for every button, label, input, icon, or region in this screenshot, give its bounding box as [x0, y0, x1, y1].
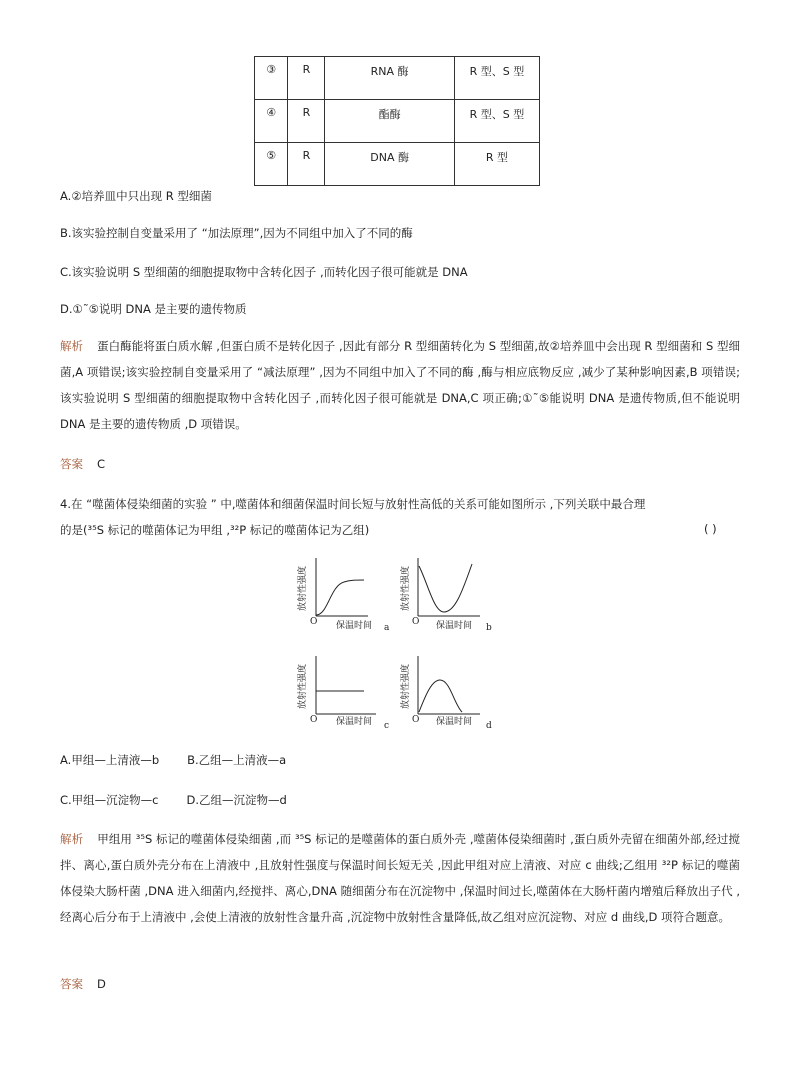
row-num: ⑤: [255, 143, 288, 186]
answer-label: 答案: [60, 977, 83, 991]
row-num: ④: [255, 100, 288, 143]
graph-label: c: [384, 721, 390, 731]
origin-label: O: [310, 715, 318, 725]
row-result: R 型: [454, 143, 539, 186]
origin-label: O: [412, 715, 420, 725]
curve-d: [419, 680, 462, 712]
q4-option-a: A.甲组—上清液—b: [60, 753, 160, 767]
y-axis-label: 放射性强度: [401, 566, 411, 612]
x-axis-label: 保温时间: [436, 717, 473, 727]
q4-option-c: C.甲组—沉淀物—c: [60, 793, 159, 807]
q3-option-c: C.该实验说明 S 型细菌的细胞提取物中含转化因子 ,而转化因子很可能就是 DNA: [60, 265, 468, 279]
row-strain: R: [288, 100, 325, 143]
row-result: R 型、S 型: [454, 100, 539, 143]
graph-c-svg: [296, 654, 396, 736]
q3-option-b: B.该实验控制自变量采用了 “加法原理”,因为不同组中加入了不同的酶: [60, 226, 413, 240]
q4-stem-line1: 4.在 “噬菌体侵染细菌的实验 ” 中,噬菌体和细菌保温时间长短与放射性高低的关系可能如图所示 ,下列关联中最合理: [60, 497, 646, 511]
q3-analysis: [60, 333, 740, 437]
row-enzyme: DNA 酶: [325, 143, 455, 186]
y-axis-label: 放射性强度: [401, 664, 411, 710]
row-enzyme: RNA 酶: [325, 57, 455, 100]
graph-b: [402, 556, 502, 641]
origin-label: O: [310, 617, 318, 627]
graph-a: [296, 556, 396, 641]
y-axis-label: 放射性强度: [298, 664, 308, 710]
graph-c: [296, 654, 396, 739]
graph-b-svg: [402, 556, 502, 638]
row-num: ③: [255, 57, 288, 100]
row-enzyme: 酯酶: [325, 100, 455, 143]
answer-value: D: [97, 977, 106, 991]
table-row: [255, 143, 540, 186]
q3-option-a: A.②培养皿中只出现 R 型细菌: [60, 189, 212, 203]
row-strain: R: [288, 57, 325, 100]
q4-options-ab: [60, 752, 286, 768]
curve-b: [419, 564, 472, 612]
q4-answer: [60, 976, 106, 992]
graph-d-svg: [402, 654, 502, 736]
graph-label: b: [486, 623, 492, 633]
q4-stem-line2: 的是(³⁵S 标记的噬菌体记为甲组 ,³²P 标记的噬菌体记为乙组): [60, 523, 370, 537]
table-row: [255, 57, 540, 100]
q4-options-cd: [60, 792, 287, 808]
q3-answer: [60, 456, 105, 472]
row-strain: R: [288, 143, 325, 186]
q4-option-d: D.乙组—沉淀物—d: [186, 793, 287, 807]
experiment-table: [254, 56, 540, 186]
row-result: R 型、S 型: [454, 57, 539, 100]
graph-label: d: [486, 721, 492, 731]
q4-option-b: B.乙组—上清液—a: [187, 753, 287, 767]
analysis-text: 蛋白酶能将蛋白质水解 ,但蛋白质不是转化因子 ,因此有部分 R 型细菌转化为 S 型细菌,故②培养皿中会出现 R 型细菌和 S 型细菌,A 项错误;该实验控制自变量采用了 “减法原理” ,因为不同组中加入了不同的酶 ,酶与相应底物反应 ,减少了某种影响因素,B 项错误;该实验说明 S 型细菌的细胞提取物中含转化因子 ,而转化因子很可能就是 DNA,C 项正确;①˜⑤能说明 DNA 是遗传物质,但不能说明 DNA 是主要的遗传物质 ,D 项错误。: [60, 339, 741, 431]
y-axis-label: 放射性强度: [298, 566, 308, 612]
analysis-text: 甲组用 ³⁵S 标记的噬菌体侵染细菌 ,而 ³⁵S 标记的是噬菌体的蛋白质外壳 ,噬菌体侵染细菌时 ,蛋白质外壳留在细菌外部,经过搅拌、离心,蛋白质外壳分布在上清液中 ,且放射性强度与保温时间长短无关 ,因此甲组对应上清液、对应 c 曲线;乙组用 ³²P 标记的噬菌体侵染大肠杆菌 ,DNA 进入细菌内,经搅拌、离心,DNA 随细菌分布在沉淀物中 ,保温时间过长,噬菌体在大肠杆菌内增殖后释放出子代 ,经离心后分布于上清液中 ,会使上清液的放射性含量升高 ,沉淀物中放射性含量降低,故乙组对应沉淀物、对应 d 曲线,D 项符合题意。: [60, 832, 741, 924]
graph-label: a: [384, 623, 390, 633]
answer-value: C: [97, 457, 106, 471]
analysis-label: 解析: [60, 339, 84, 353]
x-axis-label: 保温时间: [336, 717, 373, 727]
analysis-label: 解析: [60, 832, 84, 846]
answer-label: 答案: [60, 457, 83, 471]
origin-label: O: [412, 617, 420, 627]
q4-analysis: [60, 826, 740, 930]
curve-a: [316, 580, 364, 615]
x-axis-label: 保温时间: [436, 621, 473, 631]
q3-option-d: D.①˜⑤说明 DNA 是主要的遗传物质: [60, 302, 247, 316]
table-row: [255, 100, 540, 143]
answer-blank: ( ): [704, 522, 717, 536]
x-axis-label: 保温时间: [336, 621, 373, 631]
graph-a-svg: [296, 556, 396, 638]
graph-d: [402, 654, 502, 739]
